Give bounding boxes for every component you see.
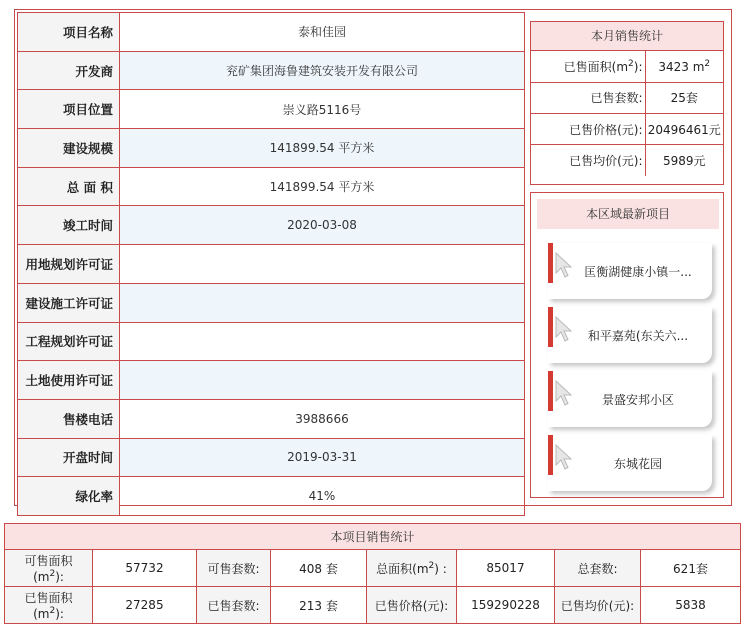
table-row bbox=[531, 82, 723, 113]
table-row bbox=[18, 361, 525, 400]
region-project-label: 景盛安邦小区 bbox=[601, 393, 674, 407]
developer-value: 兖矿集团海鲁建筑安装开发有限公司 bbox=[120, 51, 525, 90]
green-rate-value: 41% bbox=[120, 477, 525, 516]
region-projects-box bbox=[530, 192, 724, 498]
sold-price-value: 159290228 bbox=[457, 587, 555, 624]
sold-area-label: 已售面积$(m^2)$: bbox=[531, 51, 645, 82]
project-info-table bbox=[17, 12, 525, 516]
developer-label: 开发商 bbox=[18, 51, 120, 90]
sold-units-label: 已售套数: bbox=[197, 587, 271, 624]
engineering-permit-label: 工程规划许可证 bbox=[18, 322, 120, 361]
region-project-label: 匡衡湖健康小镇一... bbox=[584, 265, 692, 279]
table-row bbox=[18, 477, 525, 516]
avg-price-value: 5989元 bbox=[645, 145, 723, 176]
construction-permit-label: 建设施工许可证 bbox=[18, 283, 120, 322]
project-sales-stats-table bbox=[4, 523, 741, 624]
scale-label: 建设规模 bbox=[18, 129, 120, 168]
table-row bbox=[18, 51, 525, 90]
avg-price-value: 5838 bbox=[641, 587, 741, 624]
red-tab-marker bbox=[548, 435, 553, 475]
table-row bbox=[18, 283, 525, 322]
completion-value: 2020-03-08 bbox=[120, 206, 525, 245]
location-value: 崇义路5116号 bbox=[120, 90, 525, 129]
project-detail-panel bbox=[14, 9, 732, 506]
available-area-label: 可售面积 $(m^2)$: bbox=[5, 550, 93, 587]
table-row bbox=[18, 399, 525, 438]
available-units-label: 可售套数: bbox=[197, 550, 271, 587]
green-rate-label: 绿化率 bbox=[18, 477, 120, 516]
table-row bbox=[18, 438, 525, 477]
land-plan-permit-label: 用地规划许可证 bbox=[18, 245, 120, 284]
table-row bbox=[18, 13, 525, 52]
table-row bbox=[531, 51, 723, 82]
table-row bbox=[5, 587, 741, 624]
region-project-label: 和平嘉苑(东关六... bbox=[587, 329, 689, 343]
table-row bbox=[18, 322, 525, 361]
sold-units-label: 已售套数: bbox=[531, 82, 645, 113]
sold-price-value: 20496461元 bbox=[645, 114, 723, 145]
land-use-permit-label: 土地使用许可证 bbox=[18, 361, 120, 400]
total-units-value: 621套 bbox=[641, 550, 741, 587]
table-row bbox=[531, 145, 723, 176]
table-row bbox=[18, 129, 525, 168]
table-row bbox=[531, 114, 723, 145]
red-tab-marker bbox=[548, 307, 553, 347]
project-sales-title: 本项目销售统计 bbox=[5, 524, 741, 550]
sold-units-value: 213 套 bbox=[271, 587, 367, 624]
monthly-sales-box bbox=[530, 21, 724, 185]
sales-phone-value: 3988666 bbox=[120, 399, 525, 438]
available-units-value: 408 套 bbox=[271, 550, 367, 587]
region-project-link[interactable] bbox=[548, 371, 712, 427]
opening-date-value: 2019-03-31 bbox=[120, 438, 525, 477]
land-plan-permit-value bbox=[120, 245, 525, 284]
region-project-link[interactable] bbox=[548, 307, 712, 363]
region-project-link[interactable] bbox=[548, 435, 712, 491]
total-units-label: 总套数: bbox=[555, 550, 641, 587]
total-area-value: 85017 bbox=[457, 550, 555, 587]
total-area-value: 141899.54 平方米 bbox=[120, 167, 525, 206]
avg-price-label: 已售均价(元): bbox=[531, 145, 645, 176]
red-tab-marker bbox=[548, 371, 553, 411]
project-name-label: 项目名称 bbox=[18, 13, 120, 52]
monthly-sales-table bbox=[531, 51, 723, 176]
avg-price-label: 已售均价(元): bbox=[555, 587, 641, 624]
region-project-label: 东城花园 bbox=[613, 457, 662, 471]
total-area-label: 总面积$(m^2)$ : bbox=[367, 550, 457, 587]
location-label: 项目位置 bbox=[18, 90, 120, 129]
sold-units-value: 25套 bbox=[645, 82, 723, 113]
construction-permit-value bbox=[120, 283, 525, 322]
sold-area-value: 27285 bbox=[93, 587, 197, 624]
project-name-value: 泰和佳园 bbox=[120, 13, 525, 52]
total-area-label: 总 面 积 bbox=[18, 167, 120, 206]
region-projects-title: 本区域最新项目 bbox=[537, 199, 719, 229]
table-row bbox=[18, 206, 525, 245]
monthly-sales-title: 本月销售统计 bbox=[531, 22, 723, 51]
sold-price-label: 已售价格(元): bbox=[531, 114, 645, 145]
opening-date-label: 开盘时间 bbox=[18, 438, 120, 477]
sold-area-label: 已售面积 $(m^2)$: bbox=[5, 587, 93, 624]
available-area-value: 57732 bbox=[93, 550, 197, 587]
sales-phone-label: 售楼电话 bbox=[18, 399, 120, 438]
table-row bbox=[18, 245, 525, 284]
red-tab-marker bbox=[548, 243, 553, 283]
table-row bbox=[5, 550, 741, 587]
scale-value: 141899.54 平方米 bbox=[120, 129, 525, 168]
table-row bbox=[18, 90, 525, 129]
table-row bbox=[18, 167, 525, 206]
region-project-link[interactable] bbox=[548, 243, 712, 299]
sold-price-label: 已售价格(元): bbox=[367, 587, 457, 624]
completion-label: 竣工时间 bbox=[18, 206, 120, 245]
table-row bbox=[5, 524, 741, 550]
engineering-permit-value bbox=[120, 322, 525, 361]
land-use-permit-value bbox=[120, 361, 525, 400]
sold-area-value: 3423 $m^2$ bbox=[658, 58, 711, 74]
